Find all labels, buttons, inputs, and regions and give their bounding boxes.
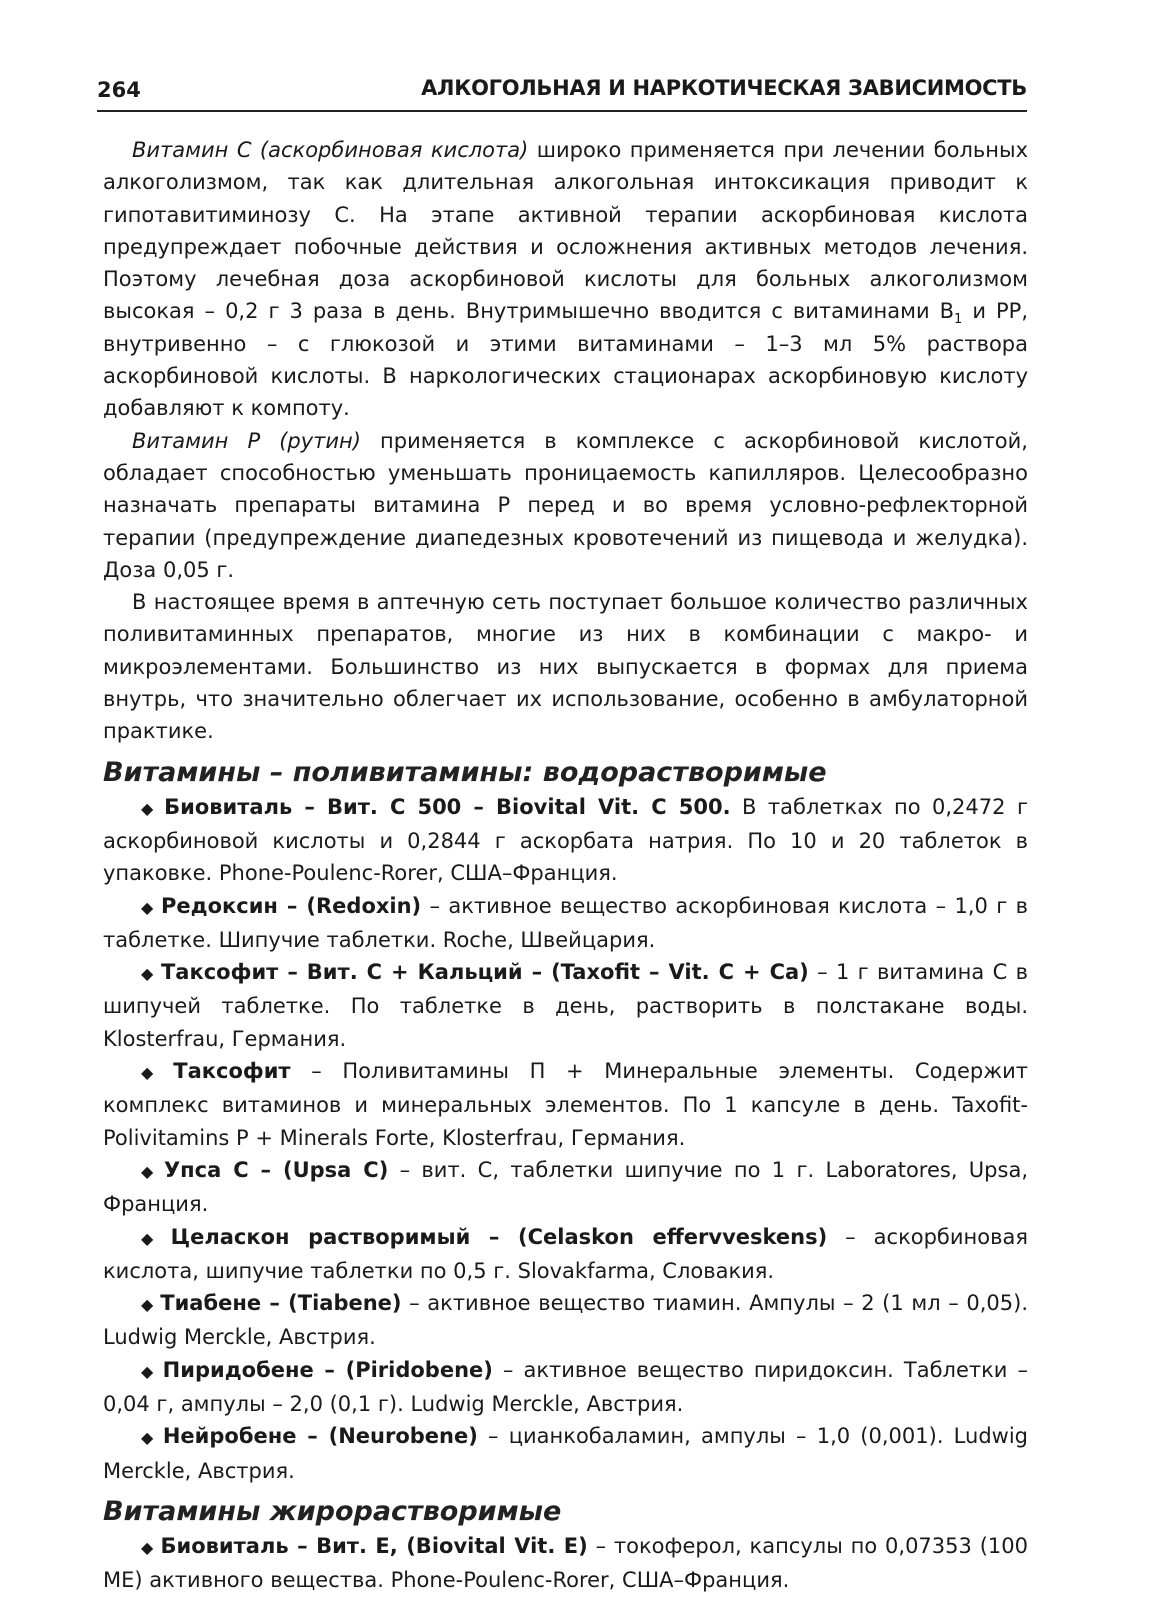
drug-entry bbox=[103, 1354, 1028, 1421]
drug-description: – активное вещество тиамин. Ампулы – 2 (1 мл – 0,05). Ludwig Merckle, Австрия. bbox=[103, 1291, 1028, 1350]
running-title: АЛКОГОЛЬНАЯ И НАРКОТИЧЕСКАЯ ЗАВИСИМОСТЬ bbox=[421, 76, 1027, 100]
drug-entry bbox=[103, 890, 1028, 957]
diamond-bullet-icon: ◆ bbox=[141, 1161, 158, 1181]
diamond-bullet-icon: ◆ bbox=[141, 1537, 155, 1557]
paragraph-text: применяется в комплексе с аскорбиновой кислотой, обладает способностью уменьшать проницаемость капилляров. Целесообразно назначать препараты витамина Р перед и во время условно-рефлекторной терапии (предупреждение диапедезных кровотечений из пищевода и желудка). Доза 0,05 г. bbox=[103, 428, 1028, 582]
diamond-bullet-icon: ◆ bbox=[141, 1063, 168, 1083]
drug-name: Целаскон растворимый – (Celaskon effervveskens) bbox=[170, 1224, 828, 1249]
drug-entry bbox=[103, 1221, 1028, 1288]
diamond-bullet-icon: ◆ bbox=[141, 1428, 157, 1448]
drug-entry bbox=[103, 791, 1028, 890]
paragraph-text: и PP, внутривенно – с глюкозой и этими витаминами – 1–3 мл 5% раствора аскорбиновой кислоты. В наркологических стационарах аскорбиновую кислоту добавляют к компоту. bbox=[103, 299, 1028, 421]
drug-description: – аскорбиновая кислота, шипучие таблетки по 0,5 г. Slovakfarma, Словакия. bbox=[103, 1224, 1028, 1283]
drug-entry bbox=[103, 1530, 1028, 1597]
diamond-bullet-icon: ◆ bbox=[141, 1361, 157, 1381]
diamond-bullet-icon: ◆ bbox=[141, 1295, 155, 1315]
drug-name: Тиабене – (Tiabene) bbox=[160, 1291, 402, 1316]
drug-name: Упса С – (Upsa С) bbox=[163, 1157, 389, 1182]
paragraph-text: широко применяется при лечении больных алкоголизмом, так как длительная алкогольная интоксикация приводит к гипотавитиминозу С. На этапе активной терапии аскорбиновая кислота предупреждает побочные действия и осложнения активных методов лечения. Поэтому лечебная доза аскорбиновой кислоты для больных алкоголизмом высокая – 0,2 г 3 раза в день. Внутримышечно вводится с витаминами В bbox=[103, 138, 1028, 324]
page-header bbox=[97, 70, 1027, 112]
drug-description: – Поливитамины П + Минеральные элементы. Содержит комплекс витаминов и минеральных элементов. По 1 капсуле в день. Taxofit-Polivitamins P + Minerals Forte, Klosterfrau, Германия. bbox=[103, 1059, 1028, 1150]
drug-name: Нейробене – (Neurobene) bbox=[162, 1424, 478, 1449]
paragraph-text: В настоящее время в аптечную сеть поступает большое количество различных поливитаминных препаратов, многие из них в комбинации с макро- и микроэлементами. Большинство из них выпускается в формах для приема внутрь, что значительно облегчает их использование, особенно в амбулаторной практике. bbox=[103, 590, 1028, 744]
section-heading: Витамины – поливитамины: водорастворимые bbox=[103, 756, 827, 788]
drug-name: Пиридобене – (Piridobene) bbox=[162, 1357, 493, 1382]
drug-description: – 1 г витамина С в шипучей таблетке. По таблетке в день, растворить в полстакане воды. Klosterfrau, Германия. bbox=[103, 960, 1028, 1051]
paragraph-vitamin-c bbox=[103, 134, 1028, 425]
page-number: 264 bbox=[97, 78, 141, 102]
subscript: 1 bbox=[954, 312, 963, 328]
drug-description: – активное вещество пиридоксин. Таблетки – 0,04 г, ампулы – 2,0 (0,1 г). Ludwig Merckle, Австрия. bbox=[103, 1357, 1028, 1416]
drug-entry bbox=[103, 1154, 1028, 1221]
diamond-bullet-icon: ◆ bbox=[141, 1228, 165, 1248]
paragraph-lead: Витамин Р (рутин) bbox=[132, 428, 361, 453]
diamond-bullet-icon: ◆ bbox=[141, 964, 155, 984]
paragraph-vitamin-p bbox=[103, 425, 1028, 586]
section-heading: Витамины жирорастворимые bbox=[103, 1495, 562, 1527]
drug-description: – токоферол, капсулы по 0,07353 (100 МЕ) активного вещества. Phone-Poulenc-Rorer, США–Франция. bbox=[103, 1533, 1028, 1593]
drug-description: – активное вещество аскорбиновая кислота – 1,0 г в таблетке. Шипучие таблетки. Roche, Швейцария. bbox=[103, 893, 1028, 952]
drug-name: Таксофит bbox=[173, 1059, 291, 1084]
drug-name: Редоксин – (Redoxin) bbox=[160, 893, 422, 918]
paragraph-lead: Витамин С (аскорбиновая кислота) bbox=[132, 138, 529, 162]
drug-name: Таксофит – Вит. С + Кальций – (Taxofit – Vit. С + Са) bbox=[160, 960, 809, 985]
drug-entry bbox=[103, 1287, 1028, 1354]
page-body bbox=[103, 134, 1028, 1596]
drug-entry bbox=[103, 956, 1028, 1055]
drug-name: Биовиталь – Вит. Е, (Biovital Vit. E) bbox=[160, 1533, 588, 1558]
diamond-bullet-icon: ◆ bbox=[141, 798, 159, 818]
paragraph-current bbox=[103, 586, 1028, 747]
drug-entry bbox=[103, 1055, 1028, 1154]
drug-description: – цианкобаламин, ампулы – 1,0 (0,001). Ludwig Merckle, Австрия. bbox=[103, 1424, 1028, 1483]
drug-description: В таблетках по 0,2472 г аскорбиновой кислоты и 0,2844 г аскорбата натрия. По 10 и 20 таблеток в упаковке. Phone-Poulenc-Rorer, США–Франция. bbox=[103, 794, 1029, 886]
drug-name: Биовиталь – Вит. С 500 – Biovital Vit. С 500. bbox=[164, 794, 731, 819]
drug-description: – вит. С, таблетки шипучие по 1 г. Laboratores, Upsa, Франция. bbox=[103, 1157, 1028, 1217]
drug-entry bbox=[103, 1420, 1028, 1487]
diamond-bullet-icon: ◆ bbox=[141, 897, 155, 917]
